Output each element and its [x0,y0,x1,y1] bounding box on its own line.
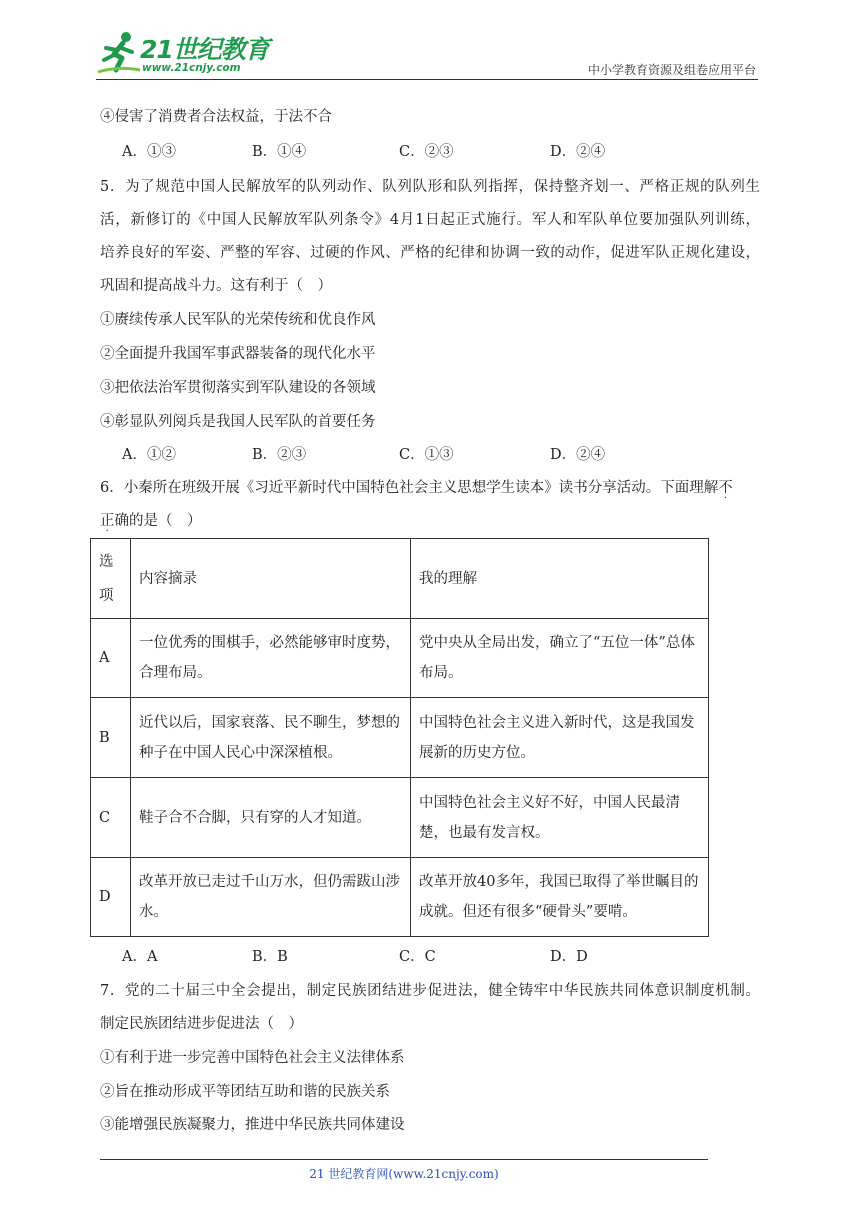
table-cell-option: B [91,698,131,778]
table-cell-excerpt: 改革开放已走过千山万水，但仍需跋山涉水。 [131,858,411,937]
table-cell-understanding: 中国特色社会主义进入新时代，这是我国发展新的历史方位。 [411,698,709,778]
table-cell-understanding: 中国特色社会主义好不好，中国人民最清楚，也最有发言权。 [411,778,709,858]
platform-title: 中小学教育资源及组卷应用平台 [587,63,756,77]
table-cell-excerpt: 近代以后，国家衰落、民不聊生，梦想的种子在中国人民心中深深植根。 [131,698,411,778]
table-header-understanding: 我的理解 [411,539,709,619]
logo-brand: 21世纪教育 [140,35,269,64]
q6-emphasis-bu-text: 不 [718,480,733,496]
emphasis-dot-icon: · [105,526,109,537]
table-cell-option: D [91,858,131,937]
q7-item-1: ①有利于进一步完善中国特色社会主义法律体系 [100,1050,405,1066]
q6-emphasis-zheng-text: 正 [100,513,115,529]
footer-divider [100,1159,708,1160]
table-cell-understanding: 改革开放40多年，我国已取得了举世瞩目的成就。但还有很多“硬骨头”要啃。 [411,858,709,937]
q5-option-d: D．②④ [550,447,606,463]
header-divider [96,79,758,80]
q5-stem-line-4: 巩固和提高战斗力。这有利于（ ） [100,278,332,294]
table-header-option: 选项 [91,539,131,619]
table-row [91,619,709,698]
table-cell-option: A [91,619,131,698]
logo-url: www.21cnjy.com [142,62,241,74]
q6-stem-text-2: 确的是（ ） [114,513,202,529]
q6-table [90,538,709,937]
q6-option-b: B．B [252,949,288,965]
q6-option-c: C．C [399,949,436,965]
table-cell-understanding: 党中央从全局出发，确立了“五位一体”总体布局。 [411,619,709,698]
logo [96,30,269,78]
q5-item-4: ④彰显队列阅兵是我国人民军队的首要任务 [100,414,376,430]
q6-stem-text-1: 6．小秦所在班级开展《习近平新时代中国特色社会主义思想学生读本》读书分享活动。下面理解 [100,480,719,496]
q5-stem-line-2: 活，新修订的《中国人民解放军队列条令》4月1日起正式施行。军人和军队单位要加强队列训练， [100,212,760,228]
q6-option-a: A．A [122,949,158,965]
page-header [0,0,860,80]
q7-stem-line-2: 制定民族团结进步促进法（ ） [100,1016,303,1032]
q4-option-a: A．①③ [122,144,176,160]
runner-logo-icon [96,30,142,76]
table-row [91,858,709,937]
table-row [91,698,709,778]
q4-option-b: B．①④ [252,144,307,160]
q5-item-3: ③把依法治军贯彻落实到军队建设的各领域 [100,380,376,396]
q6-option-d: D．D [550,949,588,965]
q5-stem-line-1: 5．为了规范中国人民解放军的队列动作、队列队形和队列指挥，保持整齐划一、严格正规的队列生 [100,179,760,195]
table-cell-excerpt: 鞋子合不合脚，只有穿的人才知道。 [131,778,411,858]
q6-emphasis-zheng [100,513,115,537]
q5-option-a: A．①② [122,447,176,463]
q4-option-c: C．②③ [399,144,454,160]
q4-option-d: D．②④ [550,144,606,160]
table-header-row [91,539,709,619]
q4-item-4: ④侵害了消费者合法权益，于法不合 [100,109,332,125]
q7-item-3: ③能增强民族凝聚力，推进中华民族共同体建设 [100,1117,405,1133]
q5-item-2: ②全面提升我国军事武器装备的现代化水平 [100,346,376,362]
q6-emphasis-bu [718,480,733,504]
emphasis-dot-icon: · [723,493,728,504]
table-cell-option: C [91,778,131,858]
q5-option-c: C．①③ [399,447,454,463]
q6-stem-line-2 [100,509,202,537]
q5-stem-line-3: 培养良好的军姿、严整的军容、过硬的作风、严格的纪律和协调一致的动作，促进军队正规化建设， [100,245,760,261]
table-row [91,778,709,858]
table-header-excerpt: 内容摘录 [131,539,411,619]
table-cell-excerpt: 一位优秀的围棋手，必然能够审时度势，合理布局。 [131,619,411,698]
q6-stem-line-1 [100,476,733,504]
q5-item-1: ①赓续传承人民军队的光荣传统和优良作风 [100,312,376,328]
q7-item-2: ②旨在推动形成平等团结互助和谐的民族关系 [100,1084,390,1100]
q7-stem-line-1: 7．党的二十届三中全会提出，制定民族团结进步促进法，健全铸牢中华民族共同体意识制度机制。 [100,983,760,999]
footer-link[interactable]: 21 世纪教育网(www.21cnjy.com) [309,1167,499,1181]
q5-option-b: B．②③ [252,447,307,463]
